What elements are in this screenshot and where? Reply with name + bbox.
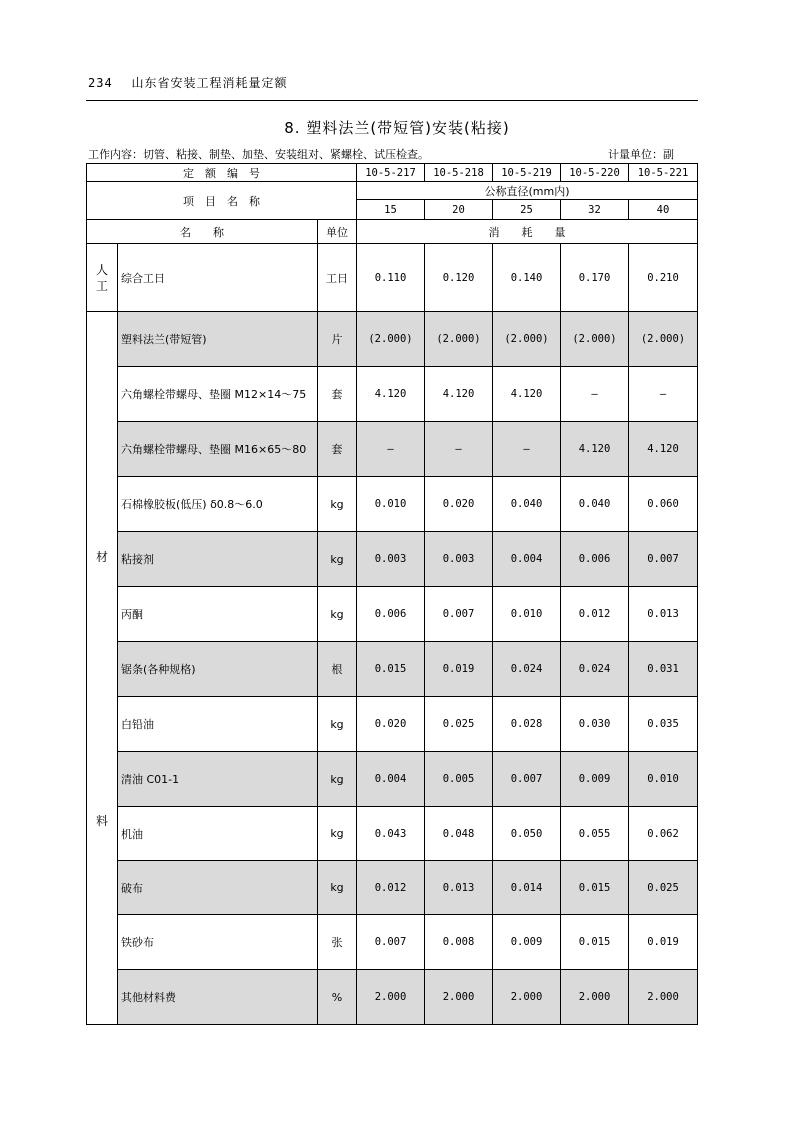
material-value: —: [425, 422, 493, 477]
material-value: 0.050: [493, 807, 561, 861]
section-title: 8. 塑料法兰(带短管)安装(粘接): [284, 119, 510, 137]
material-value: 0.030: [561, 697, 629, 752]
material-value: (2.000): [425, 312, 493, 367]
material-value: 0.015: [357, 642, 425, 697]
material-unit: 套: [318, 367, 357, 422]
material-value: 0.040: [493, 477, 561, 532]
material-row: [87, 477, 698, 532]
material-unit: kg: [318, 752, 357, 807]
material-row: [87, 642, 698, 697]
quota-code: 10-5-219: [493, 164, 561, 182]
material-value: 0.025: [629, 861, 698, 915]
material-value: 4.120: [493, 367, 561, 422]
material-value: 0.012: [561, 587, 629, 642]
col-name-header: 名 称: [87, 220, 318, 244]
item-name-label: 项 目 名 称: [87, 182, 357, 220]
labor-value: 0.210: [629, 244, 698, 312]
material-value: 2.000: [629, 970, 698, 1025]
material-unit: kg: [318, 697, 357, 752]
quota-code: 10-5-221: [629, 164, 698, 182]
material-value: 4.120: [357, 367, 425, 422]
material-value: (2.000): [357, 312, 425, 367]
material-value: 0.013: [629, 587, 698, 642]
material-row: [87, 807, 698, 861]
material-value: 0.006: [357, 587, 425, 642]
material-value: 0.031: [629, 642, 698, 697]
material-unit: %: [318, 970, 357, 1025]
material-name: 塑料法兰(带短管): [118, 312, 318, 367]
material-value: 0.035: [629, 697, 698, 752]
material-unit: kg: [318, 587, 357, 642]
material-name: 其他材料费: [118, 970, 318, 1025]
labor-unit: 工日: [318, 244, 357, 312]
material-value: 0.019: [629, 915, 698, 970]
labor-category-char: 工: [95, 278, 108, 293]
material-value: 0.048: [425, 807, 493, 861]
material-value: 0.055: [561, 807, 629, 861]
material-value: 0.019: [425, 642, 493, 697]
material-value: —: [561, 367, 629, 422]
material-value: —: [493, 422, 561, 477]
material-value: 0.003: [357, 532, 425, 587]
page-number: 234: [88, 76, 113, 90]
material-value: 0.007: [357, 915, 425, 970]
material-value: 4.120: [561, 422, 629, 477]
material-value: 0.005: [425, 752, 493, 807]
material-value: 4.120: [425, 367, 493, 422]
material-name: 白铅油: [118, 697, 318, 752]
quota-code: 10-5-218: [425, 164, 493, 182]
material-value: 2.000: [425, 970, 493, 1025]
running-head: [88, 74, 288, 91]
material-value: 0.003: [425, 532, 493, 587]
material-value: 2.000: [357, 970, 425, 1025]
material-value: 0.020: [425, 477, 493, 532]
column-header-row: [87, 220, 698, 244]
material-value: 0.020: [357, 697, 425, 752]
material-value: 0.043: [357, 807, 425, 861]
diameter-value: 20: [425, 200, 493, 220]
material-value: 0.040: [561, 477, 629, 532]
material-row: [87, 312, 698, 367]
material-name: 石棉橡胶板(低压) δ0.8～6.0: [118, 477, 318, 532]
material-value: 0.009: [493, 915, 561, 970]
material-row: [87, 367, 698, 422]
labor-category: [87, 244, 118, 312]
col-unit-header: 单位: [318, 220, 357, 244]
material-value: 0.015: [561, 915, 629, 970]
material-value: 0.004: [493, 532, 561, 587]
labor-value: 0.120: [425, 244, 493, 312]
material-value: 0.012: [357, 861, 425, 915]
book-title: 山东省安装工程消耗量定额: [131, 76, 288, 90]
material-value: 0.007: [629, 532, 698, 587]
material-name: 铁砂布: [118, 915, 318, 970]
quota-code: 10-5-217: [357, 164, 425, 182]
material-row: [87, 422, 698, 477]
material-name: 破布: [118, 861, 318, 915]
material-category: [87, 312, 118, 1025]
material-unit: kg: [318, 807, 357, 861]
material-value: 0.004: [357, 752, 425, 807]
material-value: —: [357, 422, 425, 477]
material-unit: kg: [318, 861, 357, 915]
material-value: 0.024: [493, 642, 561, 697]
material-value: (2.000): [561, 312, 629, 367]
diameter-value: 15: [357, 200, 425, 220]
material-value: 0.008: [425, 915, 493, 970]
header-rule: [86, 100, 698, 101]
material-value: 0.025: [425, 697, 493, 752]
material-unit: 片: [318, 312, 357, 367]
param-label: 公称直径(mm内): [357, 182, 698, 200]
material-row: [87, 587, 698, 642]
material-row: [87, 915, 698, 970]
material-value: 0.009: [561, 752, 629, 807]
labor-category-char: 人: [95, 262, 108, 277]
diameter-value: 32: [561, 200, 629, 220]
labor-row: [87, 244, 698, 312]
col-consumption-header: 消 耗 量: [357, 220, 698, 244]
material-name: 六角螺栓带螺母、垫圈 M16×65～80: [118, 422, 318, 477]
material-value: —: [629, 367, 698, 422]
material-unit: 根: [318, 642, 357, 697]
quota-code: 10-5-220: [561, 164, 629, 182]
measurement-unit: 计量单位：副: [608, 148, 674, 161]
material-name: 粘接剂: [118, 532, 318, 587]
material-name: 清油 C01-1: [118, 752, 318, 807]
material-row: [87, 532, 698, 587]
material-value: 0.024: [561, 642, 629, 697]
labor-name: 综合工日: [118, 244, 318, 312]
material-value: 0.062: [629, 807, 698, 861]
material-value: 0.028: [493, 697, 561, 752]
material-row: [87, 970, 698, 1025]
labor-value: 0.140: [493, 244, 561, 312]
material-value: 0.007: [493, 752, 561, 807]
material-value: 0.006: [561, 532, 629, 587]
labor-value: 0.110: [357, 244, 425, 312]
material-name: 机油: [118, 807, 318, 861]
material-value: 0.010: [493, 587, 561, 642]
material-value: 2.000: [561, 970, 629, 1025]
material-value: 0.013: [425, 861, 493, 915]
material-value: (2.000): [493, 312, 561, 367]
material-value: 0.010: [357, 477, 425, 532]
material-value: (2.000): [629, 312, 698, 367]
material-category-char: 材: [95, 550, 108, 564]
material-value: 0.015: [561, 861, 629, 915]
material-value: 0.060: [629, 477, 698, 532]
material-value: 0.007: [425, 587, 493, 642]
diameter-value: 40: [629, 200, 698, 220]
material-unit: 套: [318, 422, 357, 477]
work-content: 工作内容：切管、粘接、制垫、加垫、安装组对、紧螺栓、试压检查。: [88, 148, 429, 161]
material-unit: kg: [318, 477, 357, 532]
diameter-value: 25: [493, 200, 561, 220]
material-name: 六角螺栓带螺母、垫圈 M12×14～75: [118, 367, 318, 422]
material-unit: kg: [318, 532, 357, 587]
material-unit: 张: [318, 915, 357, 970]
material-value: 0.014: [493, 861, 561, 915]
param-row: [87, 182, 698, 200]
material-row: [87, 752, 698, 807]
material-row: [87, 861, 698, 915]
material-name: 锯条(各种规格): [118, 642, 318, 697]
labor-value: 0.170: [561, 244, 629, 312]
quota-code-label: 定 额 编 号: [87, 164, 357, 182]
material-name: 丙酮: [118, 587, 318, 642]
material-value: 4.120: [629, 422, 698, 477]
quota-code-row: [87, 164, 698, 182]
material-category-char: 料: [95, 814, 108, 828]
material-row: [87, 697, 698, 752]
quota-table: [86, 163, 698, 1025]
material-value: 2.000: [493, 970, 561, 1025]
material-value: 0.010: [629, 752, 698, 807]
